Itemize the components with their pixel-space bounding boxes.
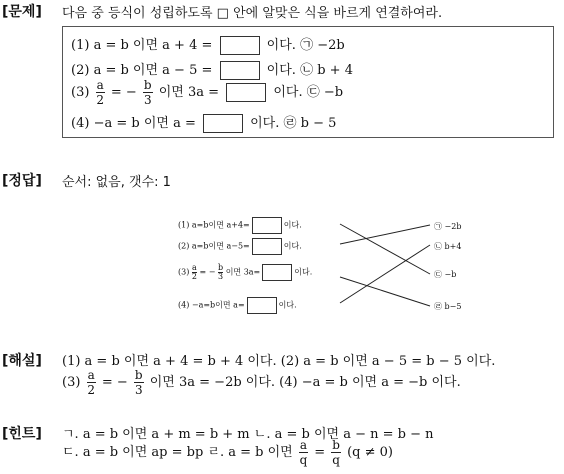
- match-line-1: [340, 224, 430, 274]
- row-condition: −a = b 이면 a =: [93, 116, 196, 131]
- row-number: (3): [71, 85, 90, 100]
- diagram-left-4: (4) −a=b이면 a= 이다.: [178, 297, 297, 314]
- row-number: (2): [71, 63, 90, 78]
- diagram-right-1: ㉠ −2b: [434, 222, 462, 231]
- explanation-label: [해설]: [2, 353, 42, 369]
- option-mark: ㉣: [283, 116, 297, 131]
- row-number: (4): [71, 116, 90, 131]
- match-line-2: [340, 225, 430, 244]
- option-expression: b − 5: [300, 116, 337, 131]
- match-line-4: [340, 245, 430, 303]
- row-number: (1): [71, 38, 90, 53]
- diagram-right-2: ㉡ b+4: [434, 242, 462, 251]
- diagram-right-4: ㉣ b−5: [434, 302, 462, 311]
- row-ending: 이다.: [266, 63, 296, 78]
- option-mark: ㉠: [300, 38, 314, 53]
- option-expression: b + 4: [317, 63, 353, 78]
- answer-label: [정답]: [2, 173, 42, 189]
- row-condition: a = b 이면 a − 5 =: [93, 63, 213, 78]
- option-expression: −b: [323, 85, 344, 100]
- diagram-right-3: ㉢ −b: [434, 270, 457, 279]
- row-condition: 이면 3a =: [158, 85, 220, 100]
- fraction-a-over-2: $\frac{a}{2}$: [96, 78, 104, 107]
- option-mark: ㉡: [300, 63, 314, 78]
- option-expression: −2b: [317, 38, 345, 53]
- match-line-3: [340, 277, 430, 306]
- problem-label: [문제]: [2, 4, 42, 20]
- hint-line-1: ㄱ. a = b 이면 a + m = b + m ㄴ. a = b 이면 a − n = b − n: [62, 427, 434, 442]
- diagram-left-2: (2) a=b이면 a−5= 이다.: [178, 238, 302, 255]
- row-condition: a = b 이면 a + 4 =: [93, 38, 213, 53]
- option-mark: ㉢: [306, 85, 320, 100]
- fraction-b-over-3: $\frac{b}{3}$: [143, 78, 152, 107]
- diagram-left-1: (1) a=b이면 a+4= 이다.: [178, 217, 302, 234]
- explanation-line-2: (3) $\frac{a}{2}$ = − $\frac{b}{3}$ 이면 3a = −2b 이다. (4) −a = b 이면 a = −b 이다.: [62, 368, 461, 397]
- diagram-left-3: (3) $\frac{a}{2}$ = − $\frac{b}{3}$ 이면 3a= 이다.: [178, 263, 313, 281]
- explanation-line-1: (1) a = b 이면 a + 4 = b + 4 이다. (2) a = b 이면 a − 5 = b − 5 이다.: [62, 354, 496, 369]
- row-ending: 이다.: [266, 38, 296, 53]
- hint-line-2: ㄷ. a = b 이면 ap = bp ㄹ. a = b 이면 $\frac{a}{q}$ = $\frac{b}{q}$ (q ≠ 0): [62, 438, 393, 467]
- problem-instruction: 다음 중 등식이 성립하도록 □ 안에 알맞은 식을 바르게 연결하여라.: [62, 6, 443, 21]
- row-ending: 이다.: [273, 85, 303, 100]
- hint-label: [힌트]: [2, 426, 42, 442]
- row-ending: 이다.: [250, 116, 280, 131]
- answer-text: 순서: 없음, 갯수: 1: [62, 175, 171, 190]
- row-equals: = −: [110, 85, 137, 100]
